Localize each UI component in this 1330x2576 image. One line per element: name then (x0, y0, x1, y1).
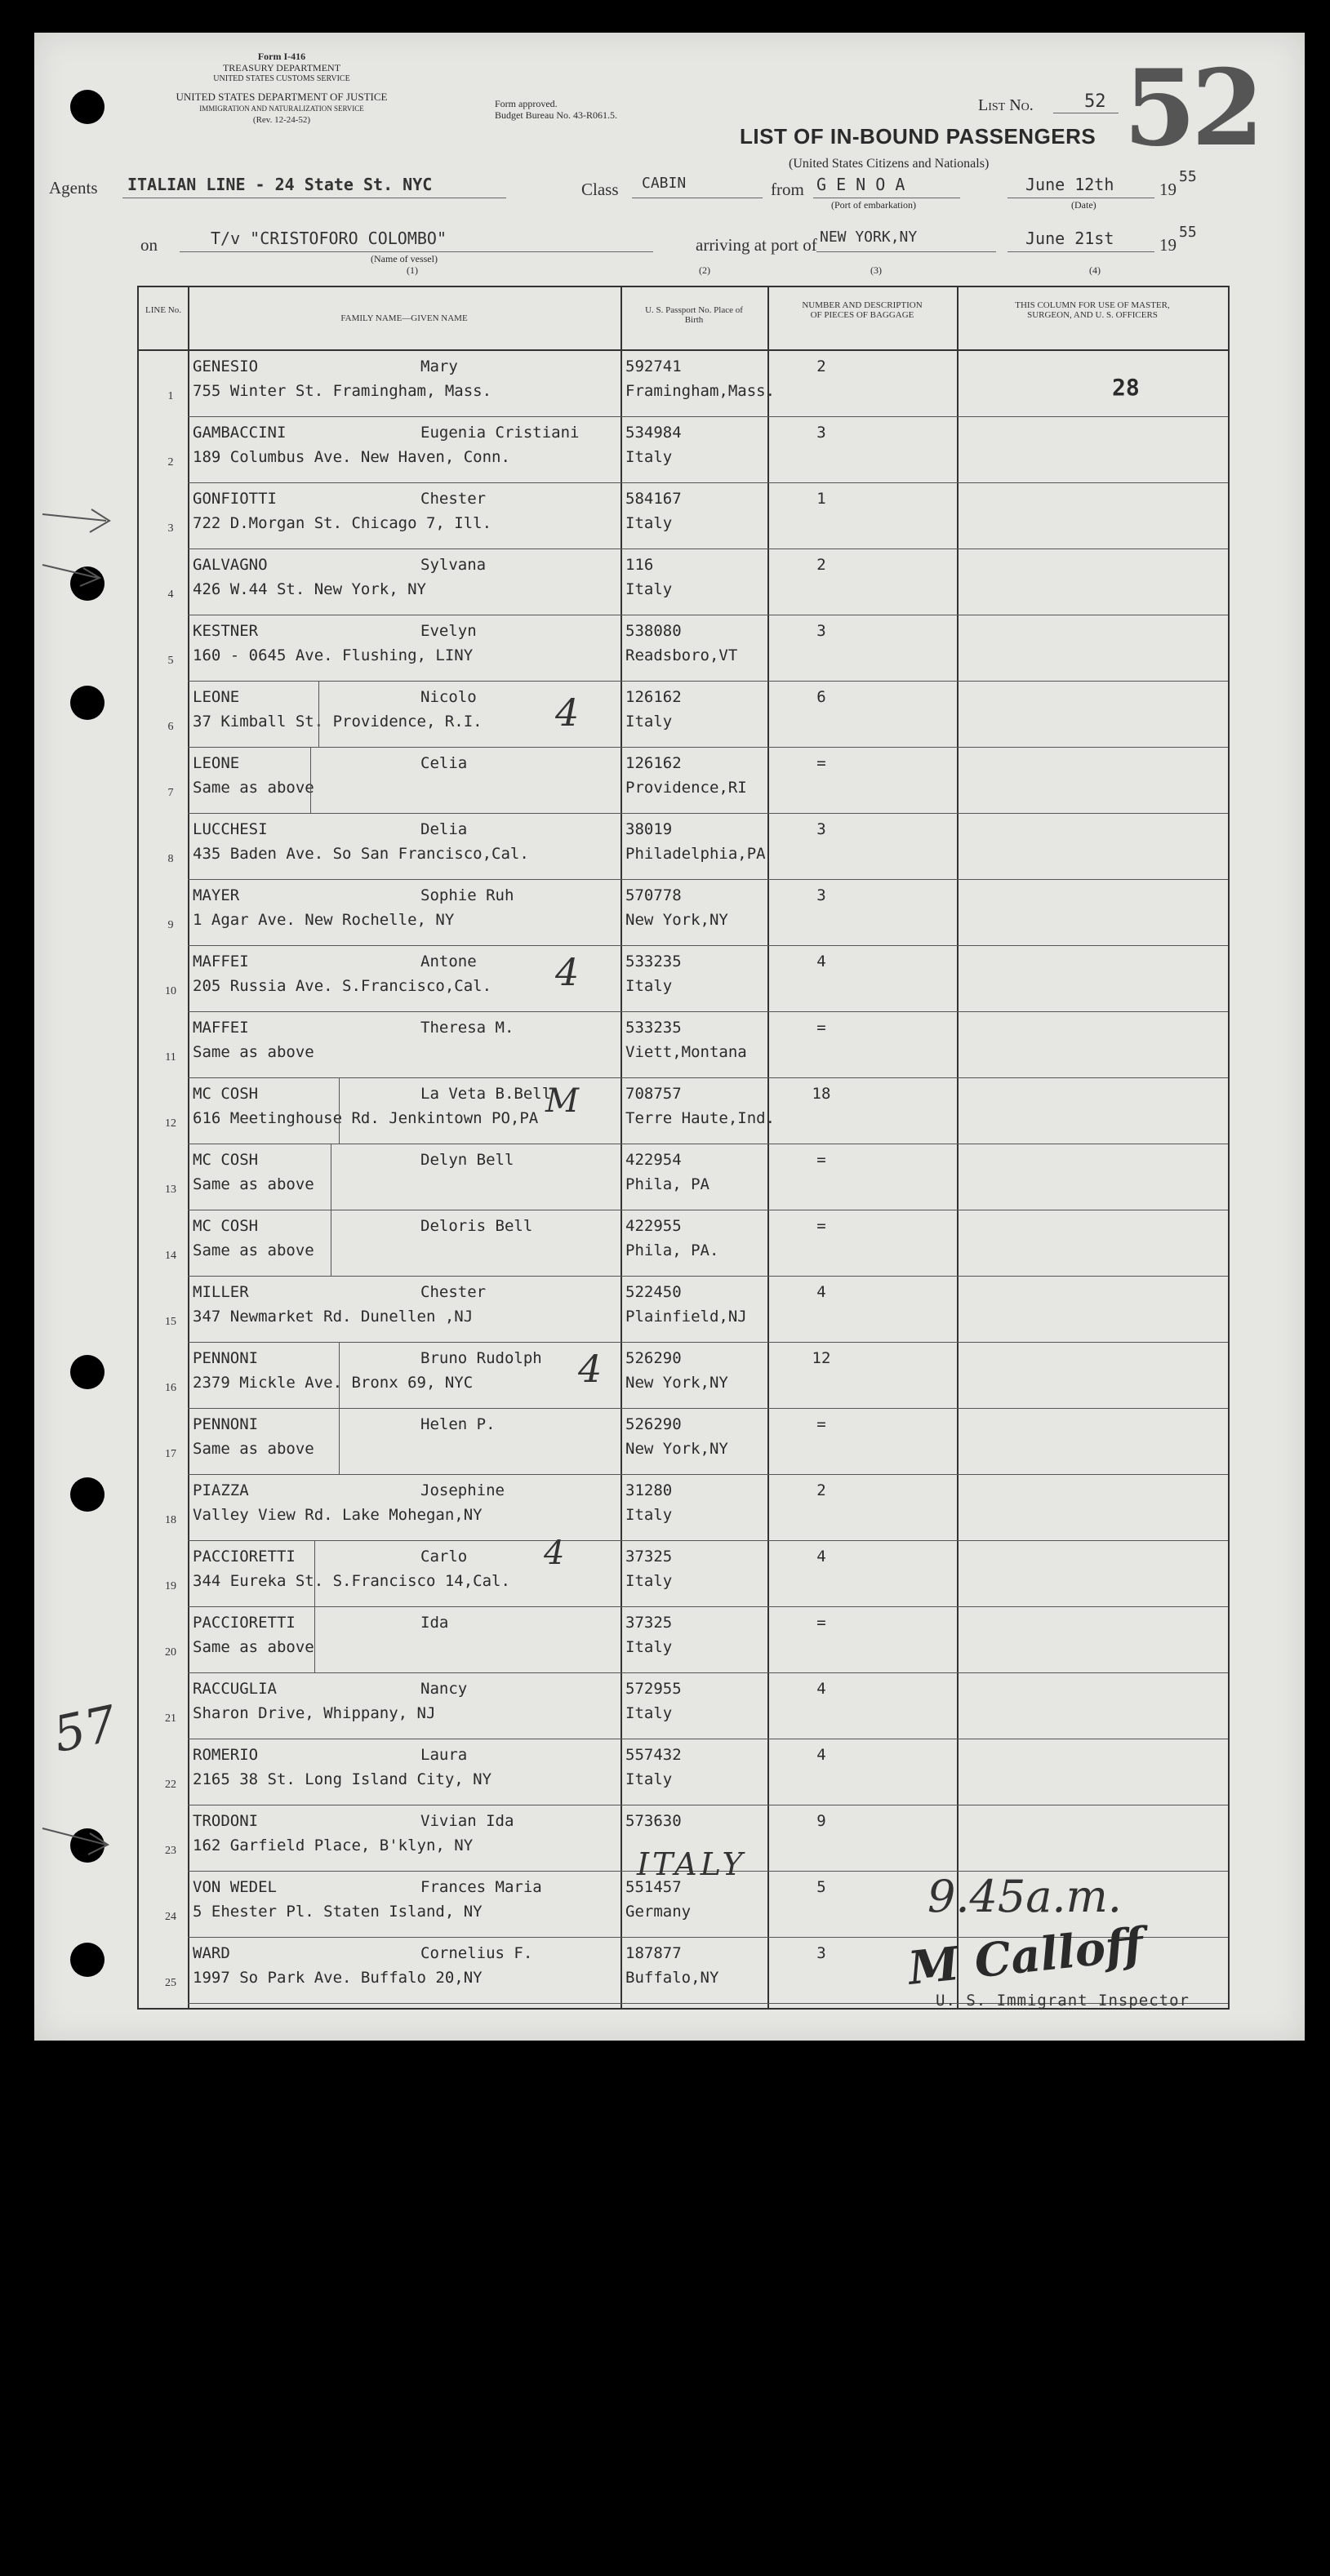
family-name: GONFIOTTI (193, 490, 277, 508)
table-row (139, 748, 1228, 814)
name-split-divider (339, 1078, 340, 1144)
passport-number: 570778 (625, 886, 682, 904)
passport-number: 38019 (625, 820, 673, 838)
year-1: 55 (1179, 168, 1197, 185)
address: Sharon Drive, Whippany, NJ (193, 1704, 436, 1722)
line-number: 13 (165, 1184, 176, 1196)
given-name: Ida (420, 1614, 449, 1632)
place-of-birth: Italy (625, 580, 673, 598)
given-name: La Veta B.Bell (420, 1085, 552, 1103)
given-name: Sylvana (420, 556, 487, 574)
given-name: Cornelius F. (420, 1944, 533, 1962)
justice-dept: UNITED STATES DEPARTMENT OF JUSTICE (176, 91, 388, 103)
arrow-icon (42, 565, 100, 586)
table-row (139, 946, 1228, 1012)
vessel-underline (180, 251, 653, 252)
line-number: 11 (165, 1051, 176, 1064)
given-name: Sophie Ruh (420, 886, 514, 904)
address: 1997 So Park Ave. Buffalo 20,NY (193, 1969, 483, 1987)
handwritten-mark: 4 (578, 1347, 603, 1391)
line-number: 10 (165, 985, 176, 997)
family-name: ROMERIO (193, 1746, 259, 1764)
passport-number: 584167 (625, 490, 682, 508)
vessel-caption: (Name of vessel) (371, 253, 438, 264)
punch-hole (70, 90, 105, 124)
line-number: 2 (167, 456, 174, 469)
passport-number: 31280 (625, 1481, 673, 1499)
handwritten-mark: 4 (555, 691, 580, 735)
family-name: PACCIORETTI (193, 1614, 296, 1632)
place-of-birth: Italy (625, 1638, 673, 1656)
place-of-birth: Viett,Montana (625, 1043, 747, 1061)
passport-number: 592741 (625, 358, 682, 375)
passport-number: 538080 (625, 622, 682, 640)
margin-arrows (41, 490, 122, 1877)
family-name: MAYER (193, 886, 240, 904)
place-of-birth: New York,NY (625, 1374, 728, 1392)
form-number: Form I-416 (257, 51, 306, 62)
given-name: Evelyn (420, 622, 477, 640)
given-name: Celia (420, 754, 468, 772)
passport-number: 708757 (625, 1085, 682, 1103)
family-name: PENNONI (193, 1415, 259, 1433)
table-row (139, 1277, 1228, 1343)
place-of-birth: Italy (625, 977, 673, 995)
line-number: 6 (167, 721, 174, 733)
place-of-birth: Germany (625, 1903, 692, 1921)
given-name: Chester (420, 490, 487, 508)
stamped-list-number: 52 (1123, 47, 1260, 170)
family-name: GAMBACCINI (193, 424, 287, 442)
table-row (139, 1409, 1228, 1475)
line-number: 19 (165, 1580, 176, 1592)
family-name: VON WEDEL (193, 1878, 277, 1896)
passport-number: 422955 (625, 1217, 682, 1235)
line-number: 23 (165, 1845, 176, 1857)
passport-number: 551457 (625, 1878, 682, 1896)
passenger-table (139, 286, 1228, 2008)
address: 755 Winter St. Framingham, Mass. (193, 382, 492, 400)
family-name: GENESIO (193, 358, 259, 375)
address: 189 Columbus Ave. New Haven, Conn. (193, 448, 510, 466)
arrival-port-underline (816, 251, 996, 252)
line-number: 18 (165, 1514, 176, 1526)
arriving-label: arriving at port of (696, 235, 817, 255)
address: 162 Garfield Place, B'klyn, NY (193, 1837, 474, 1854)
col-number-2: (2) (699, 264, 710, 276)
family-name: MILLER (193, 1283, 249, 1301)
baggage-count: 3 (816, 622, 826, 640)
family-name: MC COSH (193, 1217, 259, 1235)
handwritten-italy: ITALY (637, 1846, 746, 1882)
inspector-title: U. S. Immigrant Inspector (936, 1992, 1190, 2010)
place-of-birth: Buffalo,NY (625, 1969, 719, 1987)
place-of-birth: Philadelphia,PA (625, 845, 766, 863)
table-row (139, 1012, 1228, 1078)
table-row (139, 351, 1228, 417)
family-name: PIAZZA (193, 1481, 249, 1499)
handwritten-mark: 4 (555, 950, 580, 994)
col-number-4: (4) (1089, 264, 1101, 276)
place-of-birth: Phila, PA (625, 1175, 709, 1193)
table-row (139, 880, 1228, 946)
baggage-count: 4 (816, 953, 826, 970)
agents-label: Agents (49, 178, 98, 198)
table-row (139, 417, 1228, 483)
given-name: Josephine (420, 1481, 505, 1499)
name-split-divider (339, 1343, 340, 1409)
line-number: 17 (165, 1448, 176, 1460)
from-value: G E N O A (816, 175, 905, 194)
line-number: 25 (165, 1977, 176, 1989)
address: 1 Agar Ave. New Rochelle, NY (193, 911, 455, 929)
passport-number: 187877 (625, 1944, 682, 1962)
line-number: 21 (165, 1712, 176, 1725)
baggage-count: = (816, 1217, 826, 1235)
family-name: MAFFEI (193, 1019, 249, 1037)
ins-service: IMMIGRATION AND NATURALIZATION SERVICE (199, 104, 364, 113)
baggage-count: 3 (816, 886, 826, 904)
table-row (139, 1541, 1228, 1607)
address: 347 Newmarket Rd. Dunellen ,NJ (193, 1308, 474, 1326)
place-of-birth: Providence,RI (625, 779, 747, 797)
handwritten-mark: M (545, 1082, 579, 1120)
address: 616 Meetinghouse Rd. Jenkintown PO,PA (193, 1109, 539, 1127)
family-name: PENNONI (193, 1349, 259, 1367)
year-prefix-2: 19 (1159, 235, 1177, 255)
address: Same as above (193, 1638, 314, 1656)
passport-number: 533235 (625, 953, 682, 970)
vessel-col-number: (1) (407, 264, 418, 276)
vessel-name: T/v "CRISTOFORO COLOMBO" (211, 229, 447, 248)
given-name: Deloris Bell (420, 1217, 533, 1235)
family-name: MC COSH (193, 1085, 259, 1103)
given-name: Frances Maria (420, 1878, 542, 1896)
passport-number: 526290 (625, 1415, 682, 1433)
family-name: GALVAGNO (193, 556, 268, 574)
baggage-count: 9 (816, 1812, 826, 1830)
address: Valley View Rd. Lake Mohegan,NY (193, 1506, 483, 1524)
place-of-birth: Italy (625, 1572, 673, 1590)
col-header-baggage: NUMBER AND DESCRIPTION OF PIECES OF BAGGAGE (767, 286, 957, 351)
arrow-icon (42, 509, 109, 532)
line-number: 22 (165, 1779, 176, 1791)
col-number-3: (3) (870, 264, 882, 276)
line-number: 9 (167, 919, 174, 931)
table-row (139, 1144, 1228, 1210)
address: 5 Ehester Pl. Staten Island, NY (193, 1903, 483, 1921)
baggage-count: = (816, 754, 826, 772)
given-name: Laura (420, 1746, 468, 1764)
family-name: KESTNER (193, 622, 259, 640)
table-row (139, 1078, 1228, 1144)
line-number: 20 (165, 1646, 176, 1659)
baggage-count: 12 (812, 1349, 831, 1367)
given-name: Delia (420, 820, 468, 838)
address: 722 D.Morgan St. Chicago 7, Ill. (193, 514, 492, 532)
address: 344 Eureka St. S.Francisco 14,Cal. (193, 1572, 510, 1590)
handwritten-mark: 4 (544, 1534, 565, 1572)
customs-service: UNITED STATES CUSTOMS SERVICE (213, 74, 350, 83)
baggage-count: = (816, 1415, 826, 1433)
line-number: 16 (165, 1382, 176, 1394)
col-header-passport: U. S. Passport No. Place of Birth (621, 286, 767, 351)
inspector-signature: M Calloff (905, 1917, 1146, 1996)
baggage-count: = (816, 1019, 826, 1037)
given-name: Antone (420, 953, 477, 970)
baggage-count: 4 (816, 1548, 826, 1566)
passport-number: 37325 (625, 1548, 673, 1566)
passport-number: 526290 (625, 1349, 682, 1367)
arrow-icon (42, 1828, 108, 1854)
list-no-value: 52 (1084, 91, 1106, 112)
baggage-count: 2 (816, 556, 826, 574)
family-name: LUCCHESI (193, 820, 268, 838)
passport-number: 126162 (625, 754, 682, 772)
line-number: 4 (167, 588, 174, 601)
table-row (139, 1343, 1228, 1409)
address: 37 Kimball St. Providence, R.I. (193, 713, 483, 731)
given-name: Helen P. (420, 1415, 496, 1433)
name-split-divider (339, 1409, 340, 1475)
family-name: PACCIORETTI (193, 1548, 296, 1566)
baggage-count: 2 (816, 1481, 826, 1499)
given-name: Vivian Ida (420, 1812, 514, 1830)
line-number: 3 (167, 522, 174, 535)
baggage-count: 3 (816, 424, 826, 442)
address: Same as above (193, 1440, 314, 1458)
given-name: Mary (420, 358, 458, 375)
address: 435 Baden Ave. So San Francisco,Cal. (193, 845, 529, 863)
given-name: Bruno Rudolph (420, 1349, 542, 1367)
handwritten-margin-number: 57 (48, 1694, 122, 1765)
from-label: from (771, 180, 804, 199)
passport-number: 534984 (625, 424, 682, 442)
baggage-count: 3 (816, 1944, 826, 1962)
passport-number: 573630 (625, 1812, 682, 1830)
arrival-port: NEW YORK,NY (820, 229, 918, 246)
punch-hole (70, 1943, 105, 1977)
family-name: RACCUGLIA (193, 1680, 277, 1698)
baggage-count: 4 (816, 1283, 826, 1301)
year-2: 55 (1179, 224, 1197, 241)
form-subtitle: (United States Citizens and Nationals) (789, 157, 990, 171)
table-row (139, 1673, 1228, 1739)
passport-number: 126162 (625, 688, 682, 706)
baggage-count: 6 (816, 688, 826, 706)
line-number: 24 (165, 1911, 176, 1923)
table-row (139, 1607, 1228, 1673)
baggage-count: 3 (816, 820, 826, 838)
handwritten-time: 9.45a.m. (927, 1871, 1122, 1922)
col-header-officers: THIS COLUMN FOR USE OF MASTER, SURGEON, AND U. S. OFFICERS (957, 286, 1228, 351)
class-value: CABIN (642, 175, 687, 192)
line-number: 15 (165, 1316, 176, 1328)
year-prefix-1: 19 (1159, 180, 1177, 199)
arrival-date-underline (1008, 251, 1154, 252)
given-name: Chester (420, 1283, 487, 1301)
family-name: TRODONI (193, 1812, 259, 1830)
baggage-count: = (816, 1151, 826, 1169)
given-name: Carlo (420, 1548, 468, 1566)
table-row (139, 483, 1228, 549)
table-row (139, 1739, 1228, 1805)
place-of-birth: Plainfield,NJ (625, 1308, 747, 1326)
baggage-count: 4 (816, 1680, 826, 1698)
place-of-birth: Readsboro,VT (625, 646, 738, 664)
baggage-count: 5 (816, 1878, 826, 1896)
passport-number: 37325 (625, 1614, 673, 1632)
name-split-divider (310, 748, 311, 814)
from-date: June 12th (1025, 175, 1114, 194)
officer-note: 28 (1112, 374, 1140, 401)
name-split-divider (314, 1541, 315, 1607)
line-number: 7 (167, 787, 174, 799)
table-row (139, 814, 1228, 880)
place-of-birth: Italy (625, 448, 673, 466)
passport-number: 116 (625, 556, 654, 574)
baggage-count: = (816, 1614, 826, 1632)
given-name: Eugenia Cristiani (420, 424, 580, 442)
line-number: 14 (165, 1250, 176, 1262)
place-of-birth: New York,NY (625, 911, 728, 929)
place-of-birth: Italy (625, 1704, 673, 1722)
family-name: MC COSH (193, 1151, 259, 1169)
passport-number: 522450 (625, 1283, 682, 1301)
line-number: 1 (167, 390, 174, 402)
given-name: Theresa M. (420, 1019, 514, 1037)
family-name: LEONE (193, 688, 240, 706)
address: Same as above (193, 779, 314, 797)
address: 205 Russia Ave. S.Francisco,Cal. (193, 977, 492, 995)
family-name: WARD (193, 1944, 230, 1962)
col-header-line: LINE No. (139, 286, 188, 351)
passport-number: 422954 (625, 1151, 682, 1169)
baggage-count: 4 (816, 1746, 826, 1764)
budget-bureau: Budget Bureau No. 43-R061.5. (495, 109, 617, 121)
place-of-birth: Italy (625, 1770, 673, 1788)
address: Same as above (193, 1043, 314, 1061)
given-name: Nicolo (420, 688, 477, 706)
address: Same as above (193, 1241, 314, 1259)
place-of-birth: Italy (625, 514, 673, 532)
line-number: 12 (165, 1117, 176, 1130)
form-title: LIST OF IN-BOUND PASSENGERS (740, 124, 1096, 149)
class-label: Class (581, 180, 619, 199)
address: 2379 Mickle Ave. Bronx 69, NYC (193, 1374, 474, 1392)
list-no-label: List No. (978, 96, 1034, 114)
address: 426 W.44 St. New York, NY (193, 580, 426, 598)
table-row (139, 1210, 1228, 1277)
place-of-birth: Terre Haute,Ind. (625, 1109, 776, 1127)
table-row (139, 682, 1228, 748)
family-name: LEONE (193, 754, 240, 772)
given-name: Nancy (420, 1680, 468, 1698)
revision: (Rev. 12-24-52) (252, 115, 311, 125)
col-header-name: FAMILY NAME—GIVEN NAME (188, 286, 621, 351)
place-of-birth: Italy (625, 1506, 673, 1524)
address: 2165 38 St. Long Island City, NY (193, 1770, 492, 1788)
table-row (139, 549, 1228, 615)
on-label: on (140, 235, 158, 255)
table-row (139, 1475, 1228, 1541)
port-caption: (Port of embarkation) (831, 199, 916, 211)
place-of-birth: Phila, PA. (625, 1241, 719, 1259)
line-number: 5 (167, 655, 174, 667)
table-row (139, 615, 1228, 682)
given-name: Delyn Bell (420, 1151, 514, 1169)
treasury-dept: TREASURY DEPARTMENT (222, 62, 341, 73)
family-name: MAFFEI (193, 953, 249, 970)
passport-number: 557432 (625, 1746, 682, 1764)
form-approved: Form approved. (495, 98, 558, 109)
name-split-divider (314, 1607, 315, 1673)
arrival-date: June 21st (1025, 229, 1114, 248)
baggage-count: 1 (816, 490, 826, 508)
name-split-divider (318, 682, 319, 748)
date-caption: (Date) (1071, 199, 1096, 211)
passport-number: 533235 (625, 1019, 682, 1037)
baggage-count: 18 (812, 1085, 831, 1103)
passport-number: 572955 (625, 1680, 682, 1698)
address: 160 - 0645 Ave. Flushing, LINY (193, 646, 474, 664)
line-number: 8 (167, 853, 174, 865)
address: Same as above (193, 1175, 314, 1193)
place-of-birth: Framingham,Mass. (625, 382, 776, 400)
baggage-count: 2 (816, 358, 826, 375)
place-of-birth: Italy (625, 713, 673, 731)
place-of-birth: New York,NY (625, 1440, 728, 1458)
agents-value: ITALIAN LINE - 24 State St. NYC (127, 175, 433, 194)
